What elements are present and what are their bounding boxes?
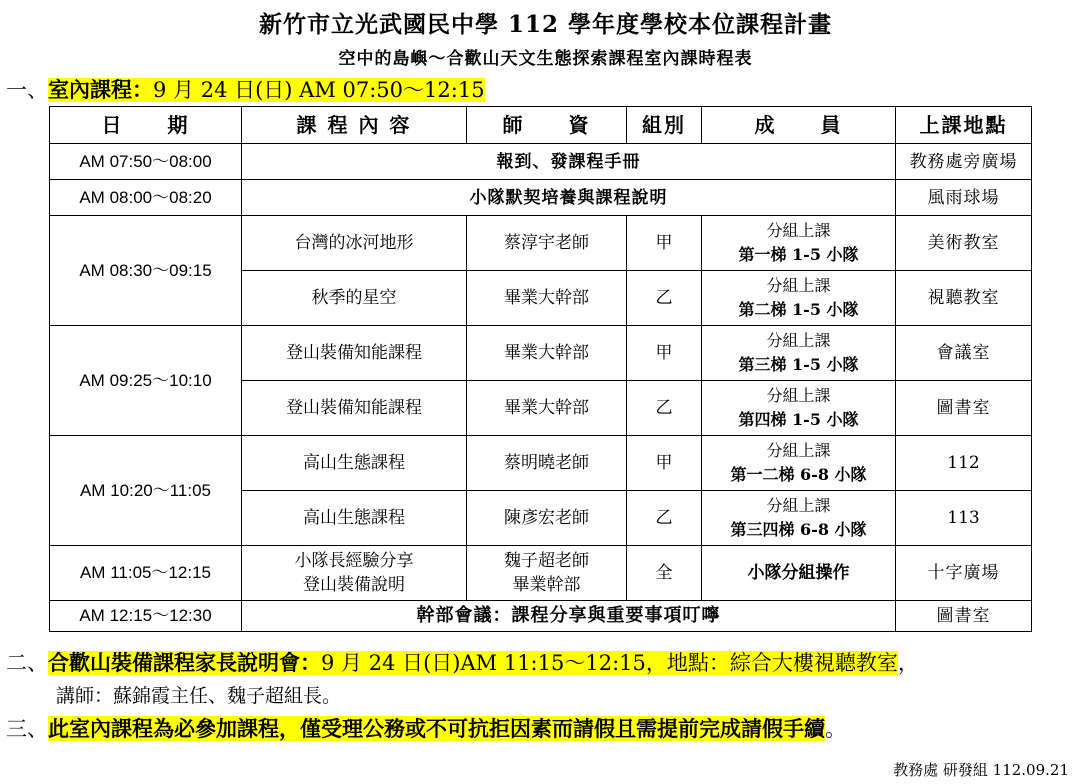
section-2 [6, 647, 919, 677]
table-row [50, 180, 1032, 216]
location-cell: 教務處旁廣場 [896, 144, 1032, 180]
time-cell: AM 10:20～11:05 [50, 436, 242, 546]
section-2-highlight [48, 651, 898, 675]
members-cell [702, 216, 896, 271]
location-cell: 會議室 [896, 326, 1032, 381]
schedule-table [49, 106, 1032, 632]
section-2-number: 二、 [6, 651, 48, 675]
members-top: 分組上課 [766, 496, 831, 515]
group-cell: 甲 [627, 216, 702, 271]
time-cell: AM 12:15～12:30 [50, 601, 242, 632]
section-2-speakers: 講師：蘇錦霞主任、魏子超組長。 [56, 685, 342, 707]
table-row [50, 546, 1032, 601]
members-top: 分組上課 [766, 276, 831, 295]
teacher-line-2: 畢業幹部 [512, 575, 581, 595]
location-cell: 112 [896, 436, 1032, 491]
section-1 [6, 74, 485, 104]
group-cell: 甲 [627, 436, 702, 491]
header-location: 上課地點 [896, 107, 1032, 144]
course-cell: 秋季的星空 [242, 271, 467, 326]
merged-activity-cell: 幹部會議：課程分享與重要事項叮嚀 [242, 601, 896, 632]
time-cell: AM 11:05～12:15 [50, 546, 242, 601]
time-cell: AM 08:30～09:15 [50, 216, 242, 326]
teacher-line-1: 魏子超老師 [504, 551, 589, 571]
location-cell: 圖書室 [896, 601, 1032, 632]
table-row [50, 216, 1032, 271]
section-3-number: 三、 [6, 717, 48, 741]
course-line-1: 小隊長經驗分享 [294, 551, 414, 571]
section-2-value: 9 月 24 日(日)AM 11:15～12:15，地點：綜合大樓視聽教室 [321, 651, 898, 675]
header-members: 成 員 [702, 107, 896, 144]
section-3-end: 。 [825, 717, 846, 741]
course-cell: 登山裝備知能課程 [242, 381, 467, 436]
merged-activity-cell: 報到、發課程手冊 [242, 144, 896, 180]
members-bottom: 第一二梯 6-8 小隊 [730, 465, 867, 484]
teacher-cell: 蔡淳宇老師 [467, 216, 627, 271]
members-cell [702, 271, 896, 326]
header-group: 組別 [627, 107, 702, 144]
table-row [50, 601, 1032, 632]
location-cell: 視聽教室 [896, 271, 1032, 326]
table-header-row [50, 107, 1032, 144]
members-bottom: 第四梯 1-5 小隊 [738, 410, 859, 429]
teacher-cell: 蔡明曉老師 [467, 436, 627, 491]
location-cell: 113 [896, 491, 1032, 546]
document-subtitle: 空中的島嶼～合歡山天文生態探索課程室內課時程表 [338, 49, 753, 69]
members-top: 分組上課 [766, 441, 831, 460]
time-cell: AM 07:50～08:00 [50, 144, 242, 180]
members-cell [702, 491, 896, 546]
members-top: 分組上課 [766, 386, 831, 405]
members-cell [702, 326, 896, 381]
members-bottom: 第二梯 1-5 小隊 [738, 300, 859, 319]
members-top: 分組上課 [766, 221, 831, 240]
section-1-number: 一、 [6, 78, 48, 102]
table-row [50, 326, 1032, 381]
table-row [50, 436, 1032, 491]
header-date: 日 期 [50, 107, 242, 144]
location-cell: 十字廣場 [896, 546, 1032, 601]
group-cell: 乙 [627, 381, 702, 436]
course-cell: 高山生態課程 [242, 491, 467, 546]
section-2-label: 合歡山裝備課程家長說明會： [48, 650, 321, 675]
table-row [50, 144, 1032, 180]
section-3 [6, 713, 846, 743]
teacher-cell: 畢業大幹部 [467, 271, 627, 326]
section-2-comma: ， [897, 651, 919, 675]
document-title: 新竹市立光武國民中學 112 學年度學校本位課程計畫 [258, 11, 833, 38]
course-line-2: 登山裝備說明 [303, 575, 405, 595]
members-top: 分組上課 [766, 331, 831, 350]
group-cell: 乙 [627, 271, 702, 326]
members-cell [702, 436, 896, 491]
teacher-cell: 陳彥宏老師 [467, 491, 627, 546]
time-cell: AM 08:00～08:20 [50, 180, 242, 216]
members-bottom: 第三梯 1-5 小隊 [738, 355, 859, 374]
location-cell: 圖書室 [896, 381, 1032, 436]
header-course: 課 程 內 容 [242, 107, 467, 144]
location-cell: 美術教室 [896, 216, 1032, 271]
teacher-cell [467, 546, 627, 601]
teacher-cell: 畢業大幹部 [467, 326, 627, 381]
section-3-text: 此室內課程為必參加課程，僅受理公務或不可抗拒因素而請假且需提前完成請假手續 [48, 716, 825, 741]
section-1-highlight [48, 78, 485, 102]
members-bottom: 第三四梯 6-8 小隊 [730, 520, 867, 539]
header-teacher: 師 資 [467, 107, 627, 144]
course-cell [242, 546, 467, 601]
group-cell: 全 [627, 546, 702, 601]
members-bottom: 第一梯 1-5 小隊 [738, 245, 859, 264]
group-cell: 乙 [627, 491, 702, 546]
footer-signature: 教務處 研發組 112.09.21 [893, 761, 1069, 779]
members-cell [702, 381, 896, 436]
merged-activity-cell: 小隊默契培養與課程說明 [242, 180, 896, 216]
course-cell: 台灣的冰河地形 [242, 216, 467, 271]
section-1-label: 室內課程： [48, 77, 153, 102]
time-cell: AM 09:25～10:10 [50, 326, 242, 436]
section-1-value: 9 月 24 日(日) AM 07:50～12:15 [153, 78, 485, 102]
members-cell: 小隊分組操作 [702, 546, 896, 601]
location-cell: 風雨球場 [896, 180, 1032, 216]
course-cell: 高山生態課程 [242, 436, 467, 491]
teacher-cell: 畢業大幹部 [467, 381, 627, 436]
course-cell: 登山裝備知能課程 [242, 326, 467, 381]
group-cell: 甲 [627, 326, 702, 381]
